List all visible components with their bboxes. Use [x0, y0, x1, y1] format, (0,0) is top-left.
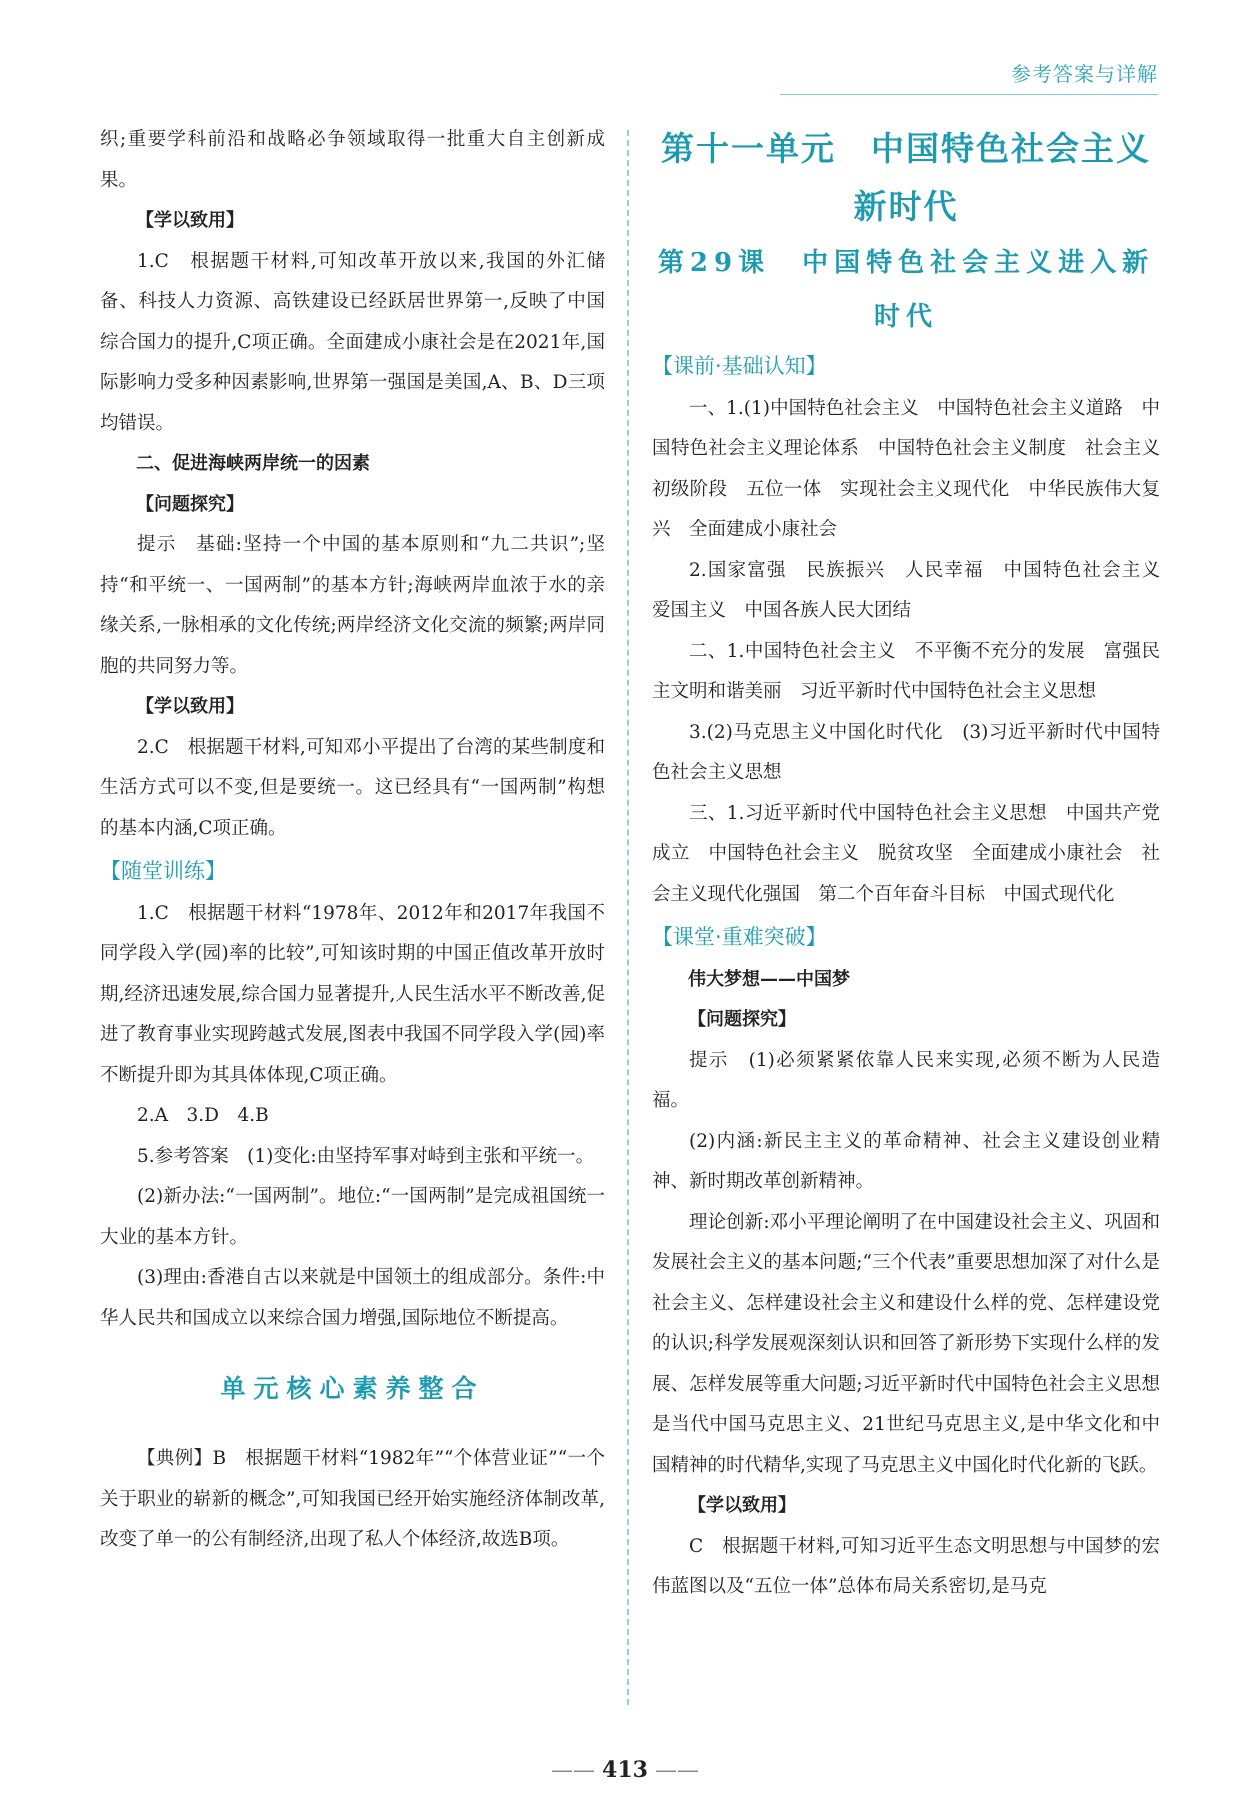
right-paragraph-2: 【课前·基础认知】 — [652, 354, 827, 378]
right-paragraph-3: 一、1.(1)中国特色社会主义 中国特色社会主义道路 中国特色社会主义理论体系 中国特色社会主义制度 社会主义初级阶段 五位一体 实现社会主义现代化 中华民族伟大复兴 全面建成小康社会 — [652, 397, 1160, 540]
left-paragraph-6: 【学以致用】 — [136, 696, 244, 717]
left-paragraph-12: (2)新办法:“一国两制”。地位:“一国两制”是完成祖国统一大业的基本方针。 — [100, 1186, 605, 1248]
right-paragraph-15: C 根据题干材料,可知习近平生态文明思想与中国梦的宏伟蓝图以及“五位一体”总体布局关系密切,是马克 — [652, 1535, 1160, 1597]
right-paragraph-10: 【问题探究】 — [688, 1009, 796, 1030]
column-divider — [627, 130, 629, 1705]
left-paragraph-9: 1.C 根据题干材料“1978年、2012年和2017年我国不同学段入学(园)率的比较”,可知该时期的中国正值改革开放时期,经济迅速发展,综合国力显著提升,人民生活水平不断改善,促进了教育事业实现跨越式发展,图表中我国不同学段入学(园)率不断提升即为其具体体现,C项正确。 — [100, 902, 605, 1086]
right-paragraph-7: 三、1.习近平新时代中国特色社会主义思想 中国共产党成立 中国特色社会主义 脱贫攻坚 全面建成小康社会 社会主义现代化强国 第二个百年奋斗目标 中国式现代化 — [652, 802, 1160, 905]
right-paragraph-0: 第十一单元 中国特色社会主义新时代 — [661, 129, 1151, 226]
right-paragraph-14: 【学以致用】 — [688, 1495, 796, 1516]
left-paragraph-10: 2.A 3.D 4.B — [137, 1105, 269, 1126]
left-paragraph-7: 2.C 根据题干材料,可知邓小平提出了台湾的某些制度和生活方式可以不变,但是要统一。这已经具有“一国两制”构想的基本内涵,C项正确。 — [100, 736, 605, 839]
left-paragraph-13: (3)理由:香港自古以来就是中国领土的组成部分。条件:中华人民共和国成立以来综合国力增强,国际地位不断提高。 — [100, 1267, 605, 1329]
right-paragraph-4: 2.国家富强 民族振兴 人民幸福 中国特色社会主义 爱国主义 中国各族人民大团结 — [652, 559, 1179, 621]
left-paragraph-5: 提示 基础:坚持一个中国的基本原则和“九二共识”;坚持“和平统一、一国两制”的基本方针;海峡两岸血浓于水的亲缘关系,一脉相承的文化传统;两岸经济文化交流的频繁;两岸同胞的共同努力等。 — [100, 534, 605, 677]
right-paragraph-5: 二、1.中国特色社会主义 不平衡不充分的发展 富强民主文明和谐美丽 习近平新时代中国特色社会主义思想 — [652, 640, 1160, 702]
right-paragraph-8: 【课堂·重难突破】 — [652, 925, 827, 949]
page-number-value: 413 — [602, 1757, 648, 1783]
left-paragraph-15: 【典例】B 根据题干材料“1982年”“个体营业证”“一个关于职业的崭新的概念”,可知我国已经开始实施经济体制改革,改变了单一的公有制经济,出现了私人个体经济,故选B项。 — [100, 1448, 605, 1550]
right-paragraph-9: 伟大梦想——中国梦 — [688, 968, 850, 990]
right-paragraph-1: 第29课 中国特色社会主义进入新时代 — [657, 248, 1155, 332]
left-paragraph-11: 5.参考答案 (1)变化:由坚持军事对峙到主张和平统一。 — [137, 1145, 595, 1167]
left-paragraph-3: 二、促进海峡两岸统一的因素 — [136, 453, 370, 474]
header-rule — [780, 94, 1158, 95]
running-header: 参考答案与详解 — [1011, 62, 1158, 86]
left-paragraph-1: 【学以致用】 — [136, 210, 244, 231]
left-paragraph-0: 织;重要学科前沿和战略必争领域取得一批重大自主创新成果。 — [100, 129, 605, 191]
right-paragraph-6: 3.(2)马克思主义中国化时代化 (3)习近平新时代中国特色社会主义思想 — [652, 721, 1160, 783]
page-number: —— 413 —— — [551, 1757, 699, 1783]
left-paragraph-14: 单元核心素养整合 — [220, 1374, 485, 1403]
right-column — [652, 120, 1179, 1608]
left-paragraph-4: 【问题探究】 — [136, 493, 244, 515]
right-paragraph-11: 提示 (1)必须紧紧依靠人民来实现,必须不断为人民造福。 — [652, 1049, 1160, 1111]
left-paragraph-8: 【随堂训练】 — [100, 859, 226, 883]
left-column — [100, 120, 605, 1561]
left-paragraph-2: 1.C 根据题干材料,可知改革开放以来,我国的外汇储备、科技人力资源、高铁建设已经跃居世界第一,反映了中国综合国力的提升,C项正确。全面建成小康社会是在2021年,国际影响力受多种因素影响,世界第一强国是美国,A、B、D三项均错误。 — [100, 250, 605, 434]
right-paragraph-13: 理论创新:邓小平理论阐明了在中国建设社会主义、巩固和发展社会主义的基本问题;“三个代表”重要思想加深了对什么是社会主义、怎样建设社会主义和建设什么样的党、怎样建设党的认识;科学发展观深刻认识和回答了新形势下实现什么样的发展、怎样发展等重大问题;习近平新时代中国特色社会主义思想是当代中国马克思主义、21世纪马克思主义,是中华文化和中国精神的时代精华,实现了马克思主义中国化时代化新的飞跃。 — [652, 1211, 1160, 1476]
right-paragraph-12: (2)内涵:新民主主义的革命精神、社会主义建设创业精神、新时期改革创新精神。 — [652, 1130, 1160, 1192]
